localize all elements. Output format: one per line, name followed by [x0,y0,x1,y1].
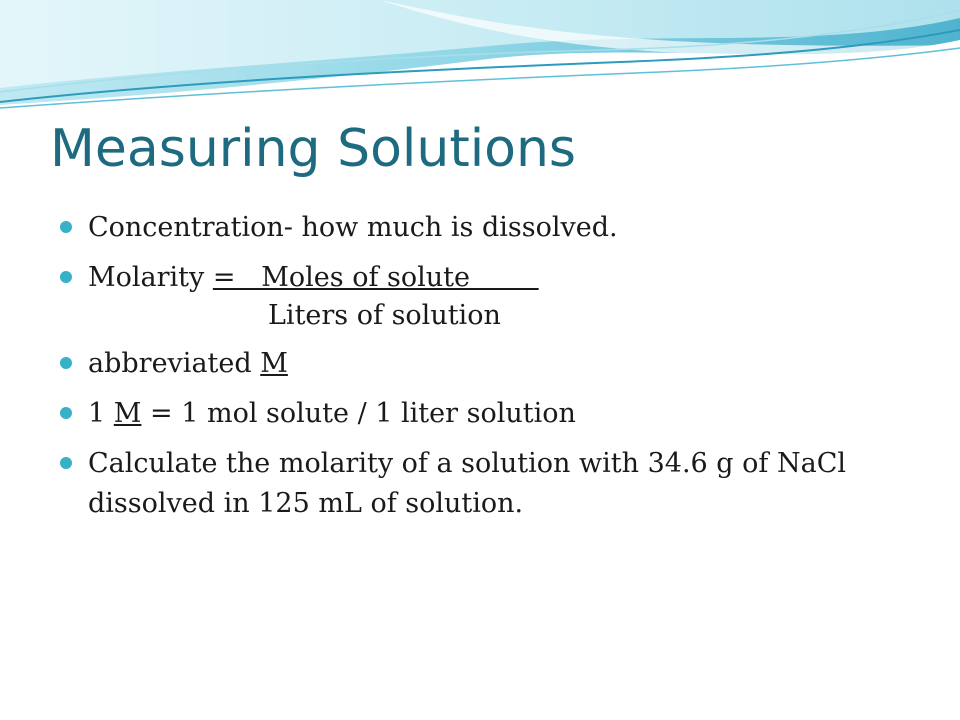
abbreviated-prefix: abbreviated [88,348,261,379]
bullet-one-molar [60,394,930,434]
one-molar-suffix: = 1 mol solute / 1 liter solution [141,398,576,429]
bullet-dot-icon [60,407,72,419]
bullet-dot-icon [60,221,72,233]
slide-title: Measuring Solutions [50,119,577,179]
molarity-numerator: = Moles of solute [212,262,539,293]
bullet-dot-icon [60,457,72,469]
molarity-denominator: Liters of solution [268,300,501,331]
one-molar-symbol: M [113,398,142,429]
decorative-wave-header [0,0,960,115]
abbreviated-symbol: M [260,348,288,379]
bullet-calculate [60,444,930,524]
bullet-text: Concentration- how much is dissolved. [88,212,618,243]
bullet-text: Calculate the molarity of a solution with 34.6 g of NaCl dissolved in 125 mL of solution. [88,448,847,519]
molarity-label: Molarity [88,262,213,293]
bullet-dot-icon [60,357,72,369]
bullet-concentration [60,208,930,248]
one-molar-prefix: 1 [88,398,114,429]
bullet-abbreviated [60,344,930,384]
bullet-dot-icon [60,271,72,283]
bullet-list [60,208,930,534]
bullet-molarity [60,258,930,334]
